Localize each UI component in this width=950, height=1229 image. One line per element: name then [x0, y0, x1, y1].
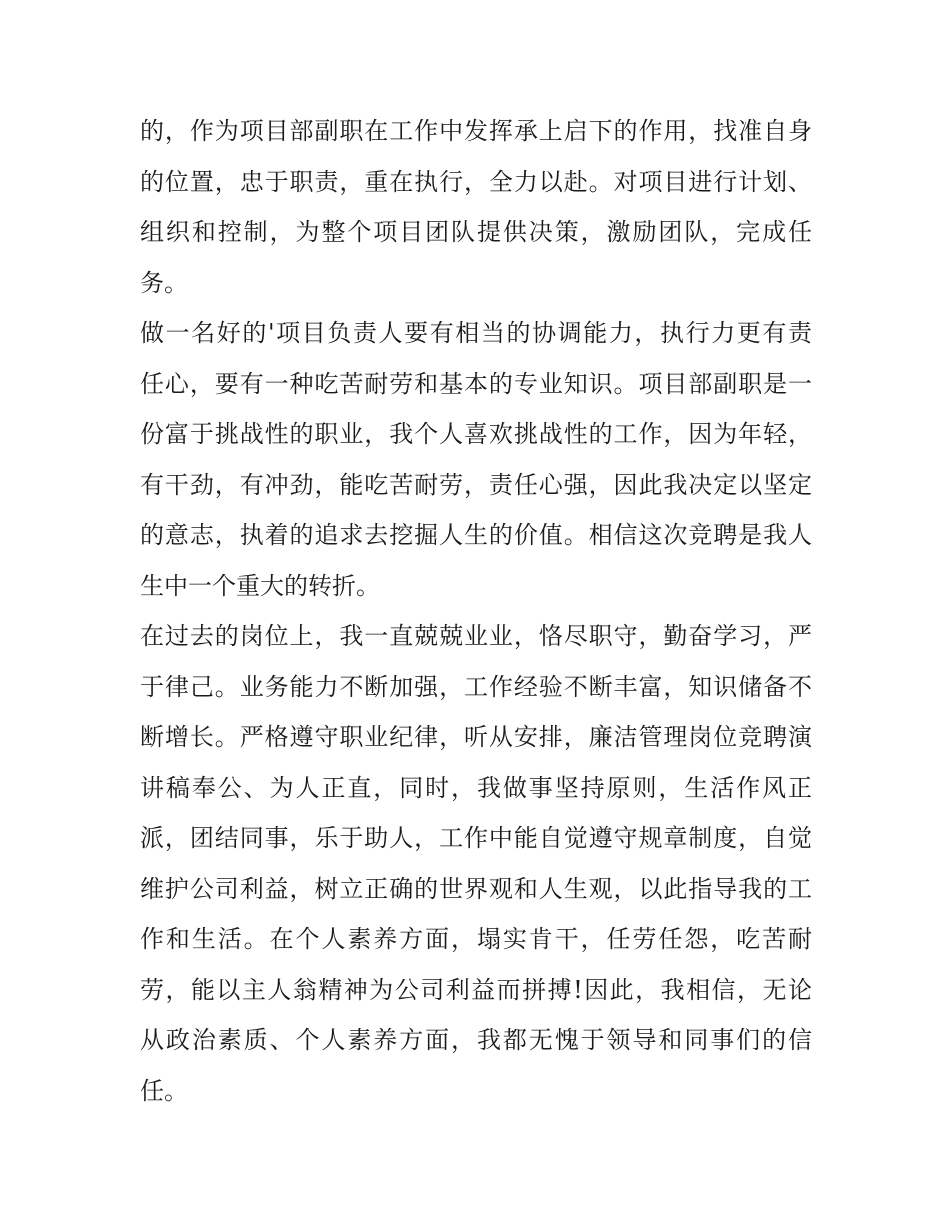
text-line: 的，作为项目部副职在工作中发挥承上启下的作用，找准自身	[140, 117, 812, 145]
text-line: 作和生活。在个人素养方面，塌实肯干，任劳任怨，吃苦耐	[140, 925, 812, 953]
text-line: 派，团结同事，乐于助人，工作中能自觉遵守规章制度，自觉	[140, 824, 812, 852]
paragraph	[140, 106, 812, 308]
text-line: 的位置，忠于职责，重在执行，全力以赴。对项目进行计划、	[140, 167, 812, 196]
text-line: 劳，能以主人翁精神为公司利益而拼搏!因此，我相信，无论	[140, 975, 812, 1004]
text-line: 组织和控制，为整个项目团队提供决策，激励团队，完成任	[140, 218, 812, 246]
text-line: 的意志，执着的追求去挖掘人生的价值。相信这次竞聘是我人	[140, 521, 812, 549]
text-line: 任心，要有一种吃苦耐劳和基本的专业知识。项目部副职是一	[140, 369, 812, 398]
text-line: 讲稿奉公、为人正直，同时，我做事坚持原则，生活作风正	[140, 773, 812, 802]
text-line: 有干劲，有冲劲，能吃苦耐劳，责任心强，因此我决定以坚定	[140, 470, 812, 499]
paragraph	[140, 611, 812, 1116]
text-line: 任。	[140, 1076, 188, 1105]
paragraph	[140, 308, 812, 611]
text-line: 务。	[140, 268, 188, 297]
text-line: 在过去的岗位上，我一直兢兢业业，恪尽职守，勤奋学习，严	[140, 622, 812, 650]
body-text	[140, 106, 812, 1116]
text-line: 于律己。业务能力不断加强，工作经验不断丰富，知识储备不	[140, 672, 812, 701]
text-line: 生中一个重大的转折。	[140, 571, 380, 600]
text-line: 维护公司利益，树立正确的世界观和人生观，以此指导我的工	[140, 874, 812, 903]
text-line: 断增长。严格遵守职业纪律，听从安排，廉洁管理岗位竞聘演	[140, 723, 812, 751]
text-line: 从政治素质、个人素养方面，我都无愧于领导和同事们的信	[140, 1026, 812, 1054]
text-line: 份富于挑战性的职业，我个人喜欢挑战性的工作，因为年轻，	[140, 420, 812, 448]
text-line: 做一名好的'项目负责人要有相当的协调能力，执行力更有责	[140, 319, 812, 347]
